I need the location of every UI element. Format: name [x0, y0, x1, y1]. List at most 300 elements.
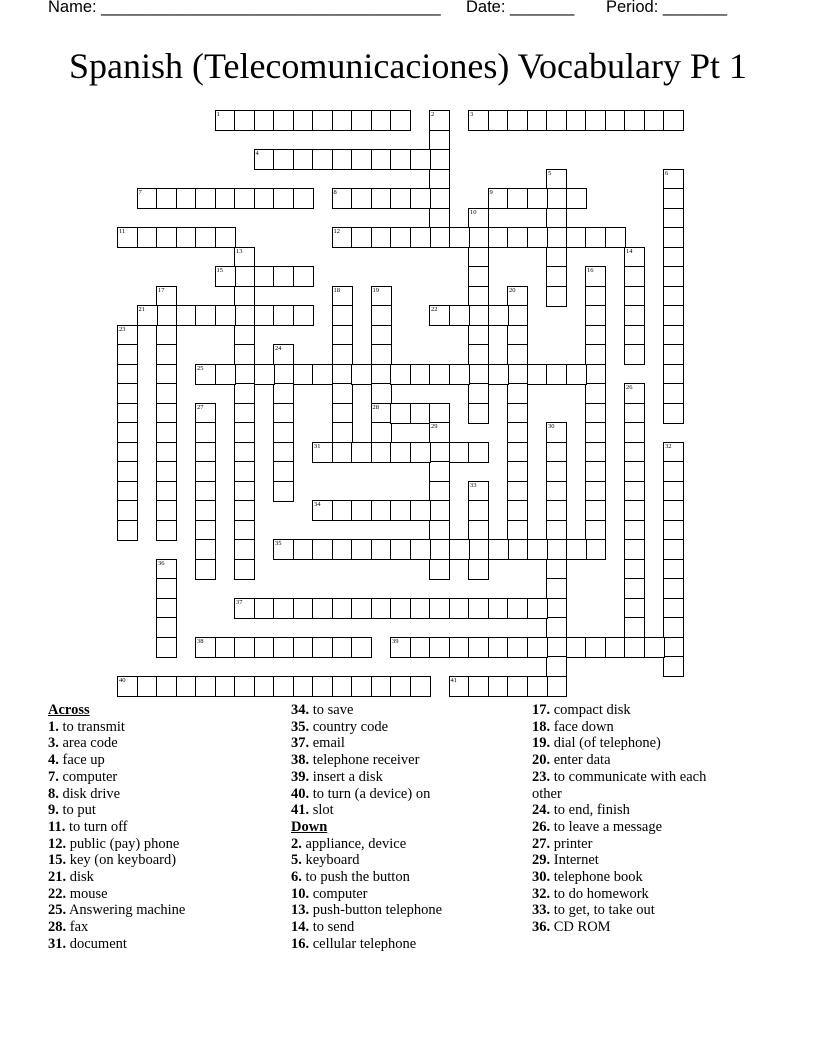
- grid-cell[interactable]: [624, 110, 645, 131]
- grid-cell[interactable]: [234, 383, 255, 404]
- grid-cell[interactable]: [117, 403, 138, 424]
- grid-cell[interactable]: [156, 344, 177, 365]
- grid-cell[interactable]: [371, 383, 392, 404]
- grid-cell[interactable]: [644, 110, 665, 131]
- grid-cell[interactable]: [273, 149, 294, 170]
- grid-cell[interactable]: [234, 266, 255, 287]
- grid-cell[interactable]: [488, 227, 509, 248]
- grid-cell[interactable]: [468, 559, 489, 580]
- grid-cell[interactable]: [429, 208, 450, 229]
- grid-cell[interactable]: [624, 286, 645, 307]
- grid-cell[interactable]: [663, 364, 684, 385]
- grid-cell[interactable]: [507, 305, 528, 326]
- grid-cell[interactable]: [468, 676, 489, 697]
- grid-cell[interactable]: [156, 481, 177, 502]
- grid-cell[interactable]: [527, 227, 548, 248]
- grid-cell[interactable]: [254, 266, 275, 287]
- grid-cell[interactable]: [332, 442, 353, 463]
- grid-cell[interactable]: [156, 422, 177, 443]
- grid-cell[interactable]: [351, 110, 372, 131]
- grid-cell[interactable]: [234, 325, 255, 346]
- grid-cell[interactable]: [351, 188, 372, 209]
- grid-cell[interactable]: [117, 422, 138, 443]
- grid-cell[interactable]: [371, 110, 392, 131]
- grid-cell[interactable]: [390, 110, 411, 131]
- grid-cell[interactable]: [176, 188, 197, 209]
- grid-cell[interactable]: [663, 188, 684, 209]
- grid-cell[interactable]: [527, 188, 548, 209]
- grid-cell[interactable]: [156, 578, 177, 599]
- grid-cell[interactable]: [429, 520, 450, 541]
- grid-cell[interactable]: [312, 676, 333, 697]
- grid-cell[interactable]: [293, 598, 314, 619]
- grid-cell[interactable]: [663, 266, 684, 287]
- grid-cell[interactable]: [195, 461, 216, 482]
- grid-cell[interactable]: [234, 305, 255, 326]
- grid-cell[interactable]: [644, 637, 665, 658]
- grid-cell[interactable]: [410, 364, 431, 385]
- grid-cell[interactable]: [468, 286, 489, 307]
- grid-cell[interactable]: [527, 637, 548, 658]
- grid-cell[interactable]: [546, 286, 567, 307]
- grid-cell[interactable]: [156, 403, 177, 424]
- grid-cell[interactable]: [195, 227, 216, 248]
- grid-cell[interactable]: [332, 403, 353, 424]
- grid-cell[interactable]: [410, 149, 431, 170]
- grid-cell[interactable]: [273, 676, 294, 697]
- grid-cell[interactable]: [371, 227, 392, 248]
- grid-cell[interactable]: [351, 637, 372, 658]
- grid-cell[interactable]: [663, 325, 684, 346]
- grid-cell[interactable]: [488, 598, 509, 619]
- grid-cell[interactable]: [156, 598, 177, 619]
- grid-cell[interactable]: [449, 539, 470, 560]
- grid-cell[interactable]: [507, 403, 528, 424]
- grid-cell[interactable]: [624, 637, 645, 658]
- grid-cell[interactable]: [195, 559, 216, 580]
- grid-cell[interactable]: [390, 442, 411, 463]
- grid-cell[interactable]: [449, 442, 470, 463]
- grid-cell[interactable]: [371, 442, 392, 463]
- grid-cell[interactable]: [293, 305, 314, 326]
- grid-cell[interactable]: [585, 364, 606, 385]
- grid-cell[interactable]: [234, 286, 255, 307]
- grid-cell[interactable]: [507, 461, 528, 482]
- grid-cell[interactable]: [332, 383, 353, 404]
- grid-cell[interactable]: [429, 539, 450, 560]
- grid-cell[interactable]: [663, 305, 684, 326]
- grid-cell[interactable]: [663, 227, 684, 248]
- grid-cell[interactable]: [410, 500, 431, 521]
- grid-cell[interactable]: [449, 637, 470, 658]
- grid-cell[interactable]: [234, 110, 255, 131]
- grid-cell[interactable]: [488, 539, 509, 560]
- grid-cell[interactable]: [663, 208, 684, 229]
- grid-cell[interactable]: [351, 442, 372, 463]
- grid-cell[interactable]: [507, 481, 528, 502]
- grid-cell[interactable]: [117, 461, 138, 482]
- grid-cell[interactable]: [293, 110, 314, 131]
- grid-cell[interactable]: [624, 442, 645, 463]
- grid-cell[interactable]: [546, 247, 567, 268]
- grid-cell[interactable]: [663, 403, 684, 424]
- grid-cell[interactable]: [117, 481, 138, 502]
- grid-cell[interactable]: [176, 305, 197, 326]
- grid-cell[interactable]: [293, 364, 314, 385]
- grid-cell[interactable]: [390, 539, 411, 560]
- grid-cell[interactable]: [215, 364, 236, 385]
- grid-cell[interactable]: [663, 520, 684, 541]
- grid-cell[interactable]: [137, 676, 158, 697]
- grid-cell[interactable]: [254, 598, 275, 619]
- grid-cell[interactable]: [156, 383, 177, 404]
- grid-cell[interactable]: [234, 422, 255, 443]
- grid-cell[interactable]: [507, 325, 528, 346]
- grid-cell[interactable]: [371, 305, 392, 326]
- grid-cell[interactable]: [195, 481, 216, 502]
- grid-cell[interactable]: [663, 461, 684, 482]
- grid-cell[interactable]: [156, 520, 177, 541]
- grid-cell[interactable]: [195, 500, 216, 521]
- grid-cell[interactable]: [156, 364, 177, 385]
- grid-cell[interactable]: [468, 500, 489, 521]
- grid-cell[interactable]: [507, 442, 528, 463]
- grid-cell[interactable]: [546, 266, 567, 287]
- grid-cell[interactable]: [234, 461, 255, 482]
- grid-cell[interactable]: [429, 637, 450, 658]
- grid-cell[interactable]: [273, 364, 294, 385]
- grid-cell[interactable]: [429, 559, 450, 580]
- grid-cell[interactable]: [312, 110, 333, 131]
- grid-cell[interactable]: [605, 110, 626, 131]
- grid-cell[interactable]: [449, 364, 470, 385]
- grid-cell[interactable]: [390, 188, 411, 209]
- grid-cell[interactable]: [234, 403, 255, 424]
- grid-cell[interactable]: [585, 344, 606, 365]
- grid-cell[interactable]: [195, 676, 216, 697]
- grid-cell[interactable]: [546, 110, 567, 131]
- grid-cell[interactable]: [273, 110, 294, 131]
- grid-cell[interactable]: [351, 227, 372, 248]
- grid-cell[interactable]: [624, 461, 645, 482]
- grid-cell[interactable]: [117, 500, 138, 521]
- grid-cell[interactable]: [332, 110, 353, 131]
- grid-cell[interactable]: [429, 481, 450, 502]
- grid-cell[interactable]: [410, 637, 431, 658]
- grid-cell[interactable]: [429, 500, 450, 521]
- grid-cell[interactable]: [156, 500, 177, 521]
- grid-cell[interactable]: [390, 364, 411, 385]
- grid-cell[interactable]: [410, 227, 431, 248]
- grid-cell[interactable]: [410, 442, 431, 463]
- grid-cell[interactable]: [390, 403, 411, 424]
- grid-cell[interactable]: [293, 676, 314, 697]
- grid-cell[interactable]: [468, 442, 489, 463]
- grid-cell[interactable]: [195, 442, 216, 463]
- grid-cell[interactable]: [624, 578, 645, 599]
- grid-cell[interactable]: [293, 637, 314, 658]
- grid-cell[interactable]: [624, 266, 645, 287]
- grid-cell[interactable]: [234, 676, 255, 697]
- grid-cell[interactable]: [449, 227, 470, 248]
- grid-cell[interactable]: [507, 364, 528, 385]
- grid-cell[interactable]: [527, 110, 548, 131]
- grid-cell[interactable]: [371, 422, 392, 443]
- grid-cell[interactable]: [566, 188, 587, 209]
- grid-cell[interactable]: [410, 403, 431, 424]
- grid-cell[interactable]: [566, 227, 587, 248]
- grid-cell[interactable]: [234, 481, 255, 502]
- grid-cell[interactable]: [507, 110, 528, 131]
- grid-cell[interactable]: [371, 676, 392, 697]
- grid-cell[interactable]: [332, 500, 353, 521]
- grid-cell[interactable]: [234, 442, 255, 463]
- grid-cell[interactable]: [156, 461, 177, 482]
- grid-cell[interactable]: [234, 500, 255, 521]
- grid-cell[interactable]: [273, 481, 294, 502]
- grid-cell[interactable]: [156, 637, 177, 658]
- grid-cell[interactable]: [468, 266, 489, 287]
- grid-cell[interactable]: [351, 364, 372, 385]
- grid-cell[interactable]: [429, 364, 450, 385]
- grid-cell[interactable]: [371, 325, 392, 346]
- grid-cell[interactable]: [468, 325, 489, 346]
- grid-cell[interactable]: [215, 676, 236, 697]
- grid-cell[interactable]: [468, 227, 489, 248]
- grid-cell[interactable]: [273, 461, 294, 482]
- grid-cell[interactable]: [312, 598, 333, 619]
- grid-cell[interactable]: [429, 130, 450, 151]
- grid-cell[interactable]: [254, 305, 275, 326]
- grid-cell[interactable]: [663, 559, 684, 580]
- grid-cell[interactable]: [312, 637, 333, 658]
- grid-cell[interactable]: [273, 637, 294, 658]
- grid-cell[interactable]: [332, 364, 353, 385]
- grid-cell[interactable]: [429, 403, 450, 424]
- grid-cell[interactable]: [410, 539, 431, 560]
- grid-cell[interactable]: [390, 676, 411, 697]
- grid-cell[interactable]: [663, 578, 684, 599]
- grid-cell[interactable]: [351, 539, 372, 560]
- grid-cell[interactable]: [566, 539, 587, 560]
- grid-cell[interactable]: [351, 676, 372, 697]
- grid-cell[interactable]: [332, 598, 353, 619]
- grid-cell[interactable]: [488, 676, 509, 697]
- grid-cell[interactable]: [332, 305, 353, 326]
- grid-cell[interactable]: [195, 188, 216, 209]
- grid-cell[interactable]: [176, 227, 197, 248]
- grid-cell[interactable]: [371, 500, 392, 521]
- grid-cell[interactable]: [410, 188, 431, 209]
- grid-cell[interactable]: [546, 539, 567, 560]
- grid-cell[interactable]: [429, 169, 450, 190]
- grid-cell[interactable]: [195, 422, 216, 443]
- grid-cell[interactable]: [351, 500, 372, 521]
- grid-cell[interactable]: [234, 539, 255, 560]
- grid-cell[interactable]: [585, 500, 606, 521]
- grid-cell[interactable]: [624, 539, 645, 560]
- grid-cell[interactable]: [507, 539, 528, 560]
- grid-cell[interactable]: [156, 442, 177, 463]
- grid-cell[interactable]: [156, 227, 177, 248]
- grid-cell[interactable]: [332, 676, 353, 697]
- grid-cell[interactable]: [195, 305, 216, 326]
- grid-cell[interactable]: [624, 305, 645, 326]
- grid-cell[interactable]: [546, 188, 567, 209]
- grid-cell[interactable]: [312, 539, 333, 560]
- grid-cell[interactable]: [273, 266, 294, 287]
- grid-cell[interactable]: [468, 247, 489, 268]
- grid-cell[interactable]: [273, 188, 294, 209]
- grid-cell[interactable]: [371, 188, 392, 209]
- grid-cell[interactable]: [605, 227, 626, 248]
- grid-cell[interactable]: [195, 539, 216, 560]
- grid-cell[interactable]: [195, 520, 216, 541]
- grid-cell[interactable]: [585, 110, 606, 131]
- grid-cell[interactable]: [663, 500, 684, 521]
- grid-cell[interactable]: [546, 559, 567, 580]
- grid-cell[interactable]: [332, 539, 353, 560]
- grid-cell[interactable]: [429, 461, 450, 482]
- grid-cell[interactable]: [468, 364, 489, 385]
- grid-cell[interactable]: [527, 676, 548, 697]
- grid-cell[interactable]: [156, 325, 177, 346]
- grid-cell[interactable]: [585, 227, 606, 248]
- grid-cell[interactable]: [117, 442, 138, 463]
- grid-cell[interactable]: [215, 305, 236, 326]
- grid-cell[interactable]: [546, 520, 567, 541]
- grid-cell[interactable]: [624, 617, 645, 638]
- grid-cell[interactable]: [507, 500, 528, 521]
- grid-cell[interactable]: [137, 227, 158, 248]
- grid-cell[interactable]: [176, 676, 197, 697]
- grid-cell[interactable]: [468, 637, 489, 658]
- grid-cell[interactable]: [254, 110, 275, 131]
- grid-cell[interactable]: [585, 422, 606, 443]
- grid-cell[interactable]: [663, 539, 684, 560]
- grid-cell[interactable]: [371, 364, 392, 385]
- grid-cell[interactable]: [663, 637, 684, 658]
- grid-cell[interactable]: [507, 227, 528, 248]
- grid-cell[interactable]: [566, 637, 587, 658]
- grid-cell[interactable]: [468, 520, 489, 541]
- grid-cell[interactable]: [507, 598, 528, 619]
- grid-cell[interactable]: [546, 637, 567, 658]
- grid-cell[interactable]: [215, 227, 236, 248]
- grid-cell[interactable]: [332, 149, 353, 170]
- grid-cell[interactable]: [527, 598, 548, 619]
- grid-cell[interactable]: [449, 598, 470, 619]
- grid-cell[interactable]: [624, 422, 645, 443]
- grid-cell[interactable]: [663, 656, 684, 677]
- grid-cell[interactable]: [234, 188, 255, 209]
- grid-cell[interactable]: [117, 344, 138, 365]
- grid-cell[interactable]: [663, 598, 684, 619]
- grid-cell[interactable]: [546, 442, 567, 463]
- grid-cell[interactable]: [254, 364, 275, 385]
- grid-cell[interactable]: [488, 110, 509, 131]
- grid-cell[interactable]: [117, 520, 138, 541]
- grid-cell[interactable]: [663, 617, 684, 638]
- grid-cell[interactable]: [624, 344, 645, 365]
- grid-cell[interactable]: [546, 208, 567, 229]
- grid-cell[interactable]: [371, 598, 392, 619]
- grid-cell[interactable]: [585, 637, 606, 658]
- grid-cell[interactable]: [624, 520, 645, 541]
- grid-cell[interactable]: [585, 442, 606, 463]
- grid-cell[interactable]: [507, 422, 528, 443]
- grid-cell[interactable]: [371, 344, 392, 365]
- grid-cell[interactable]: [624, 559, 645, 580]
- grid-cell[interactable]: [546, 227, 567, 248]
- grid-cell[interactable]: [585, 305, 606, 326]
- grid-cell[interactable]: [546, 617, 567, 638]
- grid-cell[interactable]: [624, 481, 645, 502]
- grid-cell[interactable]: [156, 188, 177, 209]
- grid-cell[interactable]: [390, 500, 411, 521]
- grid-cell[interactable]: [605, 637, 626, 658]
- grid-cell[interactable]: [585, 539, 606, 560]
- grid-cell[interactable]: [234, 559, 255, 580]
- grid-cell[interactable]: [663, 383, 684, 404]
- grid-cell[interactable]: [390, 149, 411, 170]
- grid-cell[interactable]: [546, 598, 567, 619]
- grid-cell[interactable]: [429, 598, 450, 619]
- grid-cell[interactable]: [234, 344, 255, 365]
- grid-cell[interactable]: [546, 676, 567, 697]
- grid-cell[interactable]: [117, 364, 138, 385]
- grid-cell[interactable]: [468, 539, 489, 560]
- grid-cell[interactable]: [351, 149, 372, 170]
- grid-cell[interactable]: [273, 422, 294, 443]
- grid-cell[interactable]: [624, 598, 645, 619]
- grid-cell[interactable]: [546, 481, 567, 502]
- grid-cell[interactable]: [585, 325, 606, 346]
- grid-cell[interactable]: [332, 325, 353, 346]
- grid-cell[interactable]: [663, 344, 684, 365]
- grid-cell[interactable]: [254, 676, 275, 697]
- grid-cell[interactable]: [546, 461, 567, 482]
- grid-cell[interactable]: [585, 403, 606, 424]
- grid-cell[interactable]: [624, 325, 645, 346]
- grid-cell[interactable]: [566, 110, 587, 131]
- grid-cell[interactable]: [429, 149, 450, 170]
- grid-cell[interactable]: [585, 481, 606, 502]
- grid-cell[interactable]: [234, 364, 255, 385]
- grid-cell[interactable]: [624, 403, 645, 424]
- grid-cell[interactable]: [663, 286, 684, 307]
- grid-cell[interactable]: [293, 188, 314, 209]
- grid-cell[interactable]: [468, 598, 489, 619]
- grid-cell[interactable]: [410, 676, 431, 697]
- grid-cell[interactable]: [468, 344, 489, 365]
- grid-cell[interactable]: [566, 364, 587, 385]
- grid-cell[interactable]: [234, 520, 255, 541]
- grid-cell[interactable]: [215, 188, 236, 209]
- grid-cell[interactable]: [663, 110, 684, 131]
- grid-cell[interactable]: [254, 188, 275, 209]
- grid-cell[interactable]: [273, 305, 294, 326]
- grid-cell[interactable]: [507, 383, 528, 404]
- grid-cell[interactable]: [390, 227, 411, 248]
- grid-cell[interactable]: [429, 188, 450, 209]
- grid-cell[interactable]: [234, 637, 255, 658]
- grid-cell[interactable]: [293, 266, 314, 287]
- grid-cell[interactable]: [312, 364, 333, 385]
- grid-cell[interactable]: [663, 247, 684, 268]
- grid-cell[interactable]: [488, 364, 509, 385]
- grid-cell[interactable]: [507, 520, 528, 541]
